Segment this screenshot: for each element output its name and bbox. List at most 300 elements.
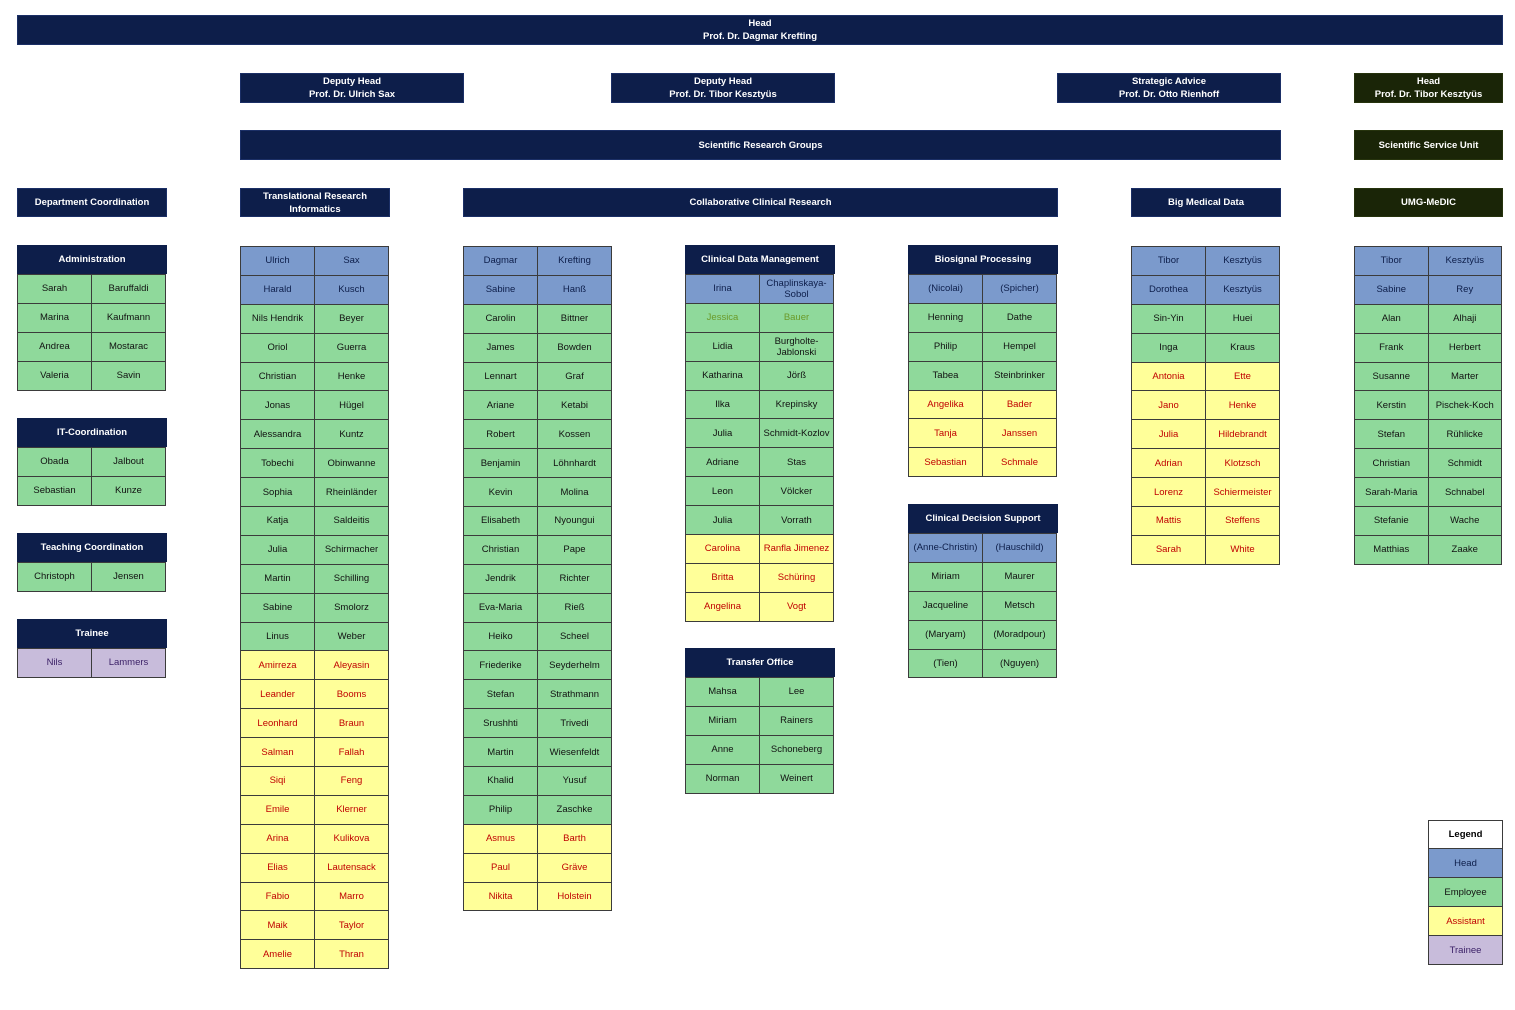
member-last-name: Guerra bbox=[314, 333, 389, 363]
member-row bbox=[463, 593, 613, 622]
umg-medic bbox=[1354, 188, 1503, 217]
member-first-name: Philip bbox=[908, 332, 983, 362]
translational-research-informatics-label: Translational Research Informatics bbox=[262, 190, 368, 215]
member-first-name: Sarah bbox=[1131, 535, 1206, 565]
member-last-name: Metsch bbox=[982, 591, 1057, 621]
legend-title: Legend bbox=[1428, 820, 1503, 849]
member-first-name: Sarah-Maria bbox=[1354, 477, 1429, 507]
member-last-name: Ranfla Jimenez bbox=[759, 534, 834, 564]
member-first-name: Oriol bbox=[240, 333, 315, 363]
member-last-name: Marter bbox=[1428, 362, 1503, 392]
member-row bbox=[17, 303, 167, 332]
member-last-name: Hildebrandt bbox=[1205, 419, 1280, 449]
member-row bbox=[463, 304, 613, 333]
member-first-name: Miriam bbox=[908, 562, 983, 592]
member-last-name: Henke bbox=[1205, 390, 1280, 420]
member-row bbox=[908, 649, 1058, 678]
member-last-name: Lammers bbox=[91, 648, 166, 678]
member-last-name: Kaufmann bbox=[91, 303, 166, 333]
group-trainee bbox=[17, 619, 167, 677]
member-last-name: Bowden bbox=[537, 333, 612, 363]
member-first-name: Emile bbox=[240, 795, 315, 825]
member-first-name: Sin-Yin bbox=[1131, 304, 1206, 334]
member-row bbox=[908, 361, 1058, 390]
member-first-name: Angelina bbox=[685, 592, 760, 622]
member-last-name: Schmidt-Kozlov bbox=[759, 418, 834, 448]
member-first-name: Lennart bbox=[463, 362, 538, 392]
member-last-name: Graf bbox=[537, 362, 612, 392]
group-teaching-coordination bbox=[17, 533, 167, 591]
group-umg-medic bbox=[1354, 246, 1503, 564]
member-row bbox=[685, 563, 835, 592]
group-administration bbox=[17, 245, 167, 390]
member-last-name: Gräve bbox=[537, 853, 612, 883]
group-clinical-data-management bbox=[685, 245, 835, 621]
member-last-name: Rheinländer bbox=[314, 477, 389, 507]
member-last-name: Rühlicke bbox=[1428, 419, 1503, 449]
member-first-name: Salman bbox=[240, 737, 315, 767]
member-row bbox=[1354, 448, 1503, 477]
member-first-name: Siqi bbox=[240, 766, 315, 796]
member-row bbox=[685, 706, 835, 735]
member-row bbox=[1131, 246, 1281, 275]
member-row bbox=[1131, 304, 1281, 333]
member-last-name: Schnabel bbox=[1428, 477, 1503, 507]
member-first-name: Miriam bbox=[685, 706, 760, 736]
member-last-name: Hanß bbox=[537, 275, 612, 305]
big-medical-data bbox=[1131, 188, 1281, 217]
member-row bbox=[240, 766, 390, 795]
scientific-research-groups bbox=[240, 130, 1281, 160]
member-first-name: Nikita bbox=[463, 882, 538, 912]
member-last-name: Hempel bbox=[982, 332, 1057, 362]
member-last-name: Weinert bbox=[759, 764, 834, 794]
member-row bbox=[908, 303, 1058, 332]
member-first-name: Tibor bbox=[1131, 246, 1206, 276]
member-last-name: Strathmann bbox=[537, 679, 612, 709]
member-first-name: Jessica bbox=[685, 303, 760, 333]
member-first-name: Sophia bbox=[240, 477, 315, 507]
strategic-advice-name: Prof. Dr. Otto Rienhoff bbox=[1118, 89, 1220, 100]
member-first-name: Sabine bbox=[1354, 275, 1429, 305]
member-first-name: Leon bbox=[685, 476, 760, 506]
member-first-name: Katja bbox=[240, 506, 315, 536]
member-first-name: Julia bbox=[240, 535, 315, 565]
member-first-name: Anne bbox=[685, 735, 760, 765]
member-first-name: (Anne-Christin) bbox=[908, 533, 983, 563]
member-row bbox=[240, 246, 390, 275]
head-bar bbox=[17, 15, 1503, 45]
member-row bbox=[685, 390, 835, 419]
member-first-name: Julia bbox=[1131, 419, 1206, 449]
member-row bbox=[240, 362, 390, 391]
member-row bbox=[240, 939, 390, 968]
member-last-name: Löhnhardt bbox=[537, 448, 612, 478]
member-last-name: Rey bbox=[1428, 275, 1503, 305]
member-last-name: Weber bbox=[314, 622, 389, 652]
translational-research-informatics bbox=[240, 188, 390, 217]
member-last-name: Richter bbox=[537, 564, 612, 594]
member-first-name: Norman bbox=[685, 764, 760, 794]
member-row bbox=[685, 534, 835, 563]
member-first-name: Andrea bbox=[17, 332, 92, 362]
member-first-name: Sabine bbox=[240, 593, 315, 623]
member-last-name: Stas bbox=[759, 447, 834, 477]
scientific-research-groups-label: Scientific Research Groups bbox=[698, 139, 823, 151]
member-first-name: Asmus bbox=[463, 824, 538, 854]
member-row bbox=[1354, 535, 1503, 564]
member-first-name: Arina bbox=[240, 824, 315, 854]
member-first-name: Friederike bbox=[463, 650, 538, 680]
member-row bbox=[685, 303, 835, 332]
member-first-name: Valeria bbox=[17, 361, 92, 391]
member-row bbox=[463, 246, 613, 275]
member-last-name: Schilling bbox=[314, 564, 389, 594]
collaborative-clinical-research-label: Collaborative Clinical Research bbox=[689, 197, 832, 208]
member-last-name: Lee bbox=[759, 677, 834, 707]
member-last-name: Krepinsky bbox=[759, 390, 834, 420]
member-last-name: Schmidt bbox=[1428, 448, 1503, 478]
member-row bbox=[463, 333, 613, 362]
member-row bbox=[240, 535, 390, 564]
group-it-coordination bbox=[17, 418, 167, 505]
member-first-name: Stefanie bbox=[1354, 506, 1429, 536]
member-row bbox=[1131, 448, 1281, 477]
member-last-name: (Spicher) bbox=[982, 274, 1057, 304]
member-first-name: Inga bbox=[1131, 333, 1206, 363]
member-first-name: Tobechi bbox=[240, 448, 315, 478]
member-last-name: Beyer bbox=[314, 304, 389, 334]
member-first-name: Harald bbox=[240, 275, 315, 305]
member-last-name: Hügel bbox=[314, 390, 389, 420]
member-row bbox=[1354, 419, 1503, 448]
member-row bbox=[240, 882, 390, 911]
member-first-name: Sebastian bbox=[17, 476, 92, 506]
deputy-head-sax-role: Deputy Head bbox=[322, 76, 382, 87]
member-first-name: Kerstin bbox=[1354, 390, 1429, 420]
member-row bbox=[463, 824, 613, 853]
member-first-name: Susanne bbox=[1354, 362, 1429, 392]
member-last-name: Klerner bbox=[314, 795, 389, 825]
member-last-name: Janssen bbox=[982, 418, 1057, 448]
member-row bbox=[240, 390, 390, 419]
member-row bbox=[240, 708, 390, 737]
member-row bbox=[240, 910, 390, 939]
member-first-name: Mahsa bbox=[685, 677, 760, 707]
member-row bbox=[463, 766, 613, 795]
member-row bbox=[240, 304, 390, 333]
member-row bbox=[685, 274, 835, 303]
member-row bbox=[908, 418, 1058, 447]
department-coordination bbox=[17, 188, 167, 217]
member-row bbox=[1354, 506, 1503, 535]
legend-assistant: Assistant bbox=[1428, 907, 1503, 936]
member-first-name: Elisabeth bbox=[463, 506, 538, 536]
member-last-name: Zaake bbox=[1428, 535, 1503, 565]
deputy-head-sax bbox=[240, 73, 464, 103]
member-row bbox=[463, 708, 613, 737]
member-row bbox=[17, 332, 167, 361]
member-last-name: Burgholte-Jablonski bbox=[759, 332, 834, 362]
member-row bbox=[685, 361, 835, 390]
group-title: IT-Coordination bbox=[17, 418, 167, 447]
member-last-name: (Hauschild) bbox=[982, 533, 1057, 563]
member-row bbox=[1131, 535, 1281, 564]
group-biosignal-processing bbox=[908, 245, 1058, 476]
group-translational-research bbox=[240, 246, 390, 968]
member-row bbox=[463, 535, 613, 564]
member-row bbox=[463, 622, 613, 651]
member-row bbox=[685, 592, 835, 621]
member-first-name: Henning bbox=[908, 303, 983, 333]
member-last-name: Klotzsch bbox=[1205, 448, 1280, 478]
member-row bbox=[1131, 275, 1281, 304]
member-row bbox=[17, 562, 167, 591]
member-row bbox=[463, 679, 613, 708]
group-collaborative-clinical bbox=[463, 246, 613, 910]
member-first-name: Nils bbox=[17, 648, 92, 678]
department-coordination-label: Department Coordination bbox=[34, 197, 150, 208]
member-row bbox=[685, 505, 835, 534]
member-last-name: Schirmacher bbox=[314, 535, 389, 565]
member-last-name: Jörß bbox=[759, 361, 834, 391]
member-last-name: Pischek-Koch bbox=[1428, 390, 1503, 420]
member-first-name: Christian bbox=[1354, 448, 1429, 478]
member-row bbox=[1354, 390, 1503, 419]
member-row bbox=[1131, 419, 1281, 448]
member-first-name: Martin bbox=[463, 737, 538, 767]
member-first-name: Jendrik bbox=[463, 564, 538, 594]
member-last-name: Lautensack bbox=[314, 853, 389, 883]
member-last-name: Kulikova bbox=[314, 824, 389, 854]
member-row bbox=[240, 593, 390, 622]
member-first-name: Irina bbox=[685, 274, 760, 304]
member-row bbox=[1131, 362, 1281, 391]
member-last-name: Kraus bbox=[1205, 333, 1280, 363]
member-row bbox=[685, 735, 835, 764]
member-last-name: Völcker bbox=[759, 476, 834, 506]
scientific-service-unit-label: Scientific Service Unit bbox=[1378, 139, 1479, 151]
member-first-name: Robert bbox=[463, 419, 538, 449]
member-row bbox=[240, 564, 390, 593]
member-row bbox=[685, 332, 835, 361]
member-row bbox=[1131, 477, 1281, 506]
legend-head: Head bbox=[1428, 849, 1503, 878]
member-row bbox=[463, 390, 613, 419]
member-last-name: Steinbrinker bbox=[982, 361, 1057, 391]
member-first-name: Christian bbox=[240, 362, 315, 392]
member-row bbox=[1131, 333, 1281, 362]
group-title: Administration bbox=[17, 245, 167, 274]
member-last-name: Rieß bbox=[537, 593, 612, 623]
member-last-name: Alhaji bbox=[1428, 304, 1503, 334]
member-row bbox=[17, 361, 167, 390]
member-last-name: Scheel bbox=[537, 622, 612, 652]
member-row bbox=[908, 533, 1058, 562]
member-last-name: Feng bbox=[314, 766, 389, 796]
member-row bbox=[240, 679, 390, 708]
member-row bbox=[908, 447, 1058, 476]
member-last-name: Barth bbox=[537, 824, 612, 854]
member-last-name: Obinwanne bbox=[314, 448, 389, 478]
member-last-name: (Nguyen) bbox=[982, 649, 1057, 679]
group-big-medical-data bbox=[1131, 246, 1281, 564]
member-row bbox=[240, 853, 390, 882]
strategic-advice-role: Strategic Advice bbox=[1131, 76, 1207, 87]
member-row bbox=[463, 853, 613, 882]
legend bbox=[1428, 820, 1503, 965]
member-first-name: Katharina bbox=[685, 361, 760, 391]
member-first-name: (Nicolai) bbox=[908, 274, 983, 304]
member-row bbox=[240, 275, 390, 304]
member-first-name: Eva-Maria bbox=[463, 593, 538, 623]
member-row bbox=[240, 824, 390, 853]
member-last-name: Dathe bbox=[982, 303, 1057, 333]
member-first-name: Amelie bbox=[240, 939, 315, 969]
member-row bbox=[463, 275, 613, 304]
member-row bbox=[1354, 246, 1503, 275]
member-first-name: Maik bbox=[240, 910, 315, 940]
member-row bbox=[1354, 333, 1503, 362]
member-first-name: Obada bbox=[17, 447, 92, 477]
group-title: Clinical Data Management bbox=[685, 245, 835, 274]
member-row bbox=[240, 650, 390, 679]
member-row bbox=[908, 332, 1058, 361]
group-title: Teaching Coordination bbox=[17, 533, 167, 562]
member-row bbox=[908, 390, 1058, 419]
member-first-name: Ariane bbox=[463, 390, 538, 420]
member-first-name: Leonhard bbox=[240, 708, 315, 738]
member-first-name: Amirreza bbox=[240, 650, 315, 680]
member-row bbox=[463, 564, 613, 593]
member-row bbox=[463, 882, 613, 911]
member-row bbox=[463, 795, 613, 824]
member-first-name: Heiko bbox=[463, 622, 538, 652]
member-first-name: Elias bbox=[240, 853, 315, 883]
member-first-name: Kevin bbox=[463, 477, 538, 507]
member-last-name: Vogt bbox=[759, 592, 834, 622]
member-first-name: (Tien) bbox=[908, 649, 983, 679]
member-row bbox=[463, 477, 613, 506]
member-last-name: Mostarac bbox=[91, 332, 166, 362]
big-medical-data-label: Big Medical Data bbox=[1167, 197, 1245, 208]
member-last-name: Jalbout bbox=[91, 447, 166, 477]
member-last-name: Herbert bbox=[1428, 333, 1503, 363]
member-first-name: Tanja bbox=[908, 418, 983, 448]
group-clinical-decision-support bbox=[908, 504, 1058, 677]
member-last-name: Zaschke bbox=[537, 795, 612, 825]
member-row bbox=[240, 737, 390, 766]
member-last-name: Henke bbox=[314, 362, 389, 392]
member-row bbox=[685, 418, 835, 447]
member-last-name: Saldeitis bbox=[314, 506, 389, 536]
member-row bbox=[240, 419, 390, 448]
member-first-name: Britta bbox=[685, 563, 760, 593]
deputy-head-kesztyus bbox=[611, 73, 835, 103]
legend-trainee: Trainee bbox=[1428, 936, 1503, 965]
member-row bbox=[240, 622, 390, 651]
deputy-head-kesztyus-name: Prof. Dr. Tibor Kesztyüs bbox=[669, 89, 777, 100]
member-first-name: Lidia bbox=[685, 332, 760, 362]
deputy-head-sax-name: Prof. Dr. Ulrich Sax bbox=[308, 89, 396, 100]
member-last-name: Ketabi bbox=[537, 390, 612, 420]
member-last-name: Smolorz bbox=[314, 593, 389, 623]
member-last-name: Molina bbox=[537, 477, 612, 507]
member-last-name: (Moradpour) bbox=[982, 620, 1057, 650]
member-last-name: Aleyasin bbox=[314, 650, 389, 680]
member-last-name: Bauer bbox=[759, 303, 834, 333]
member-row bbox=[1354, 477, 1503, 506]
member-first-name: Adrian bbox=[1131, 448, 1206, 478]
member-last-name: Holstein bbox=[537, 882, 612, 912]
member-last-name: Kesztyüs bbox=[1428, 246, 1503, 276]
group-title: Trainee bbox=[17, 619, 167, 648]
member-first-name: Benjamin bbox=[463, 448, 538, 478]
member-row bbox=[685, 447, 835, 476]
member-first-name: Marina bbox=[17, 303, 92, 333]
member-last-name: Schoneberg bbox=[759, 735, 834, 765]
member-first-name: Julia bbox=[685, 505, 760, 535]
member-last-name: Kunze bbox=[91, 476, 166, 506]
member-last-name: Seyderhelm bbox=[537, 650, 612, 680]
member-first-name: Sarah bbox=[17, 274, 92, 304]
member-last-name: Bader bbox=[982, 390, 1057, 420]
member-first-name: Srushhti bbox=[463, 708, 538, 738]
member-row bbox=[908, 620, 1058, 649]
member-last-name: Nyoungui bbox=[537, 506, 612, 536]
member-first-name: Jano bbox=[1131, 390, 1206, 420]
member-first-name: Tibor bbox=[1354, 246, 1429, 276]
member-row bbox=[908, 274, 1058, 303]
member-last-name: Marro bbox=[314, 882, 389, 912]
member-row bbox=[17, 476, 167, 505]
member-row bbox=[1354, 275, 1503, 304]
umg-medic-label: UMG-MeDIC bbox=[1401, 197, 1456, 208]
service-unit-head-role: Head bbox=[1416, 76, 1441, 87]
member-first-name: Angelika bbox=[908, 390, 983, 420]
member-first-name: Christoph bbox=[17, 562, 92, 592]
group-title: Transfer Office bbox=[685, 648, 835, 677]
member-row bbox=[685, 476, 835, 505]
member-first-name: James bbox=[463, 333, 538, 363]
legend-employee: Employee bbox=[1428, 878, 1503, 907]
member-last-name: Krefting bbox=[537, 246, 612, 276]
member-first-name: Fabio bbox=[240, 882, 315, 912]
member-row bbox=[17, 447, 167, 476]
member-first-name: Frank bbox=[1354, 333, 1429, 363]
head-name: Prof. Dr. Dagmar Krefting bbox=[702, 31, 818, 42]
member-row bbox=[685, 764, 835, 793]
member-last-name: Ette bbox=[1205, 362, 1280, 392]
member-row bbox=[463, 650, 613, 679]
member-first-name: Ulrich bbox=[240, 246, 315, 276]
member-row bbox=[463, 737, 613, 766]
member-row bbox=[1131, 390, 1281, 419]
member-last-name: Vorrath bbox=[759, 505, 834, 535]
member-last-name: Schmale bbox=[982, 447, 1057, 477]
member-last-name: Chaplinskaya-Sobol bbox=[759, 274, 834, 304]
member-first-name: Antonia bbox=[1131, 362, 1206, 392]
member-last-name: Kesztyüs bbox=[1205, 275, 1280, 305]
member-row bbox=[240, 477, 390, 506]
member-first-name: Carolina bbox=[685, 534, 760, 564]
member-first-name: Jacqueline bbox=[908, 591, 983, 621]
member-last-name: Huei bbox=[1205, 304, 1280, 334]
member-first-name: Nils Hendrik bbox=[240, 304, 315, 334]
member-first-name: Mattis bbox=[1131, 506, 1206, 536]
member-last-name: Kuntz bbox=[314, 419, 389, 449]
member-row bbox=[17, 274, 167, 303]
